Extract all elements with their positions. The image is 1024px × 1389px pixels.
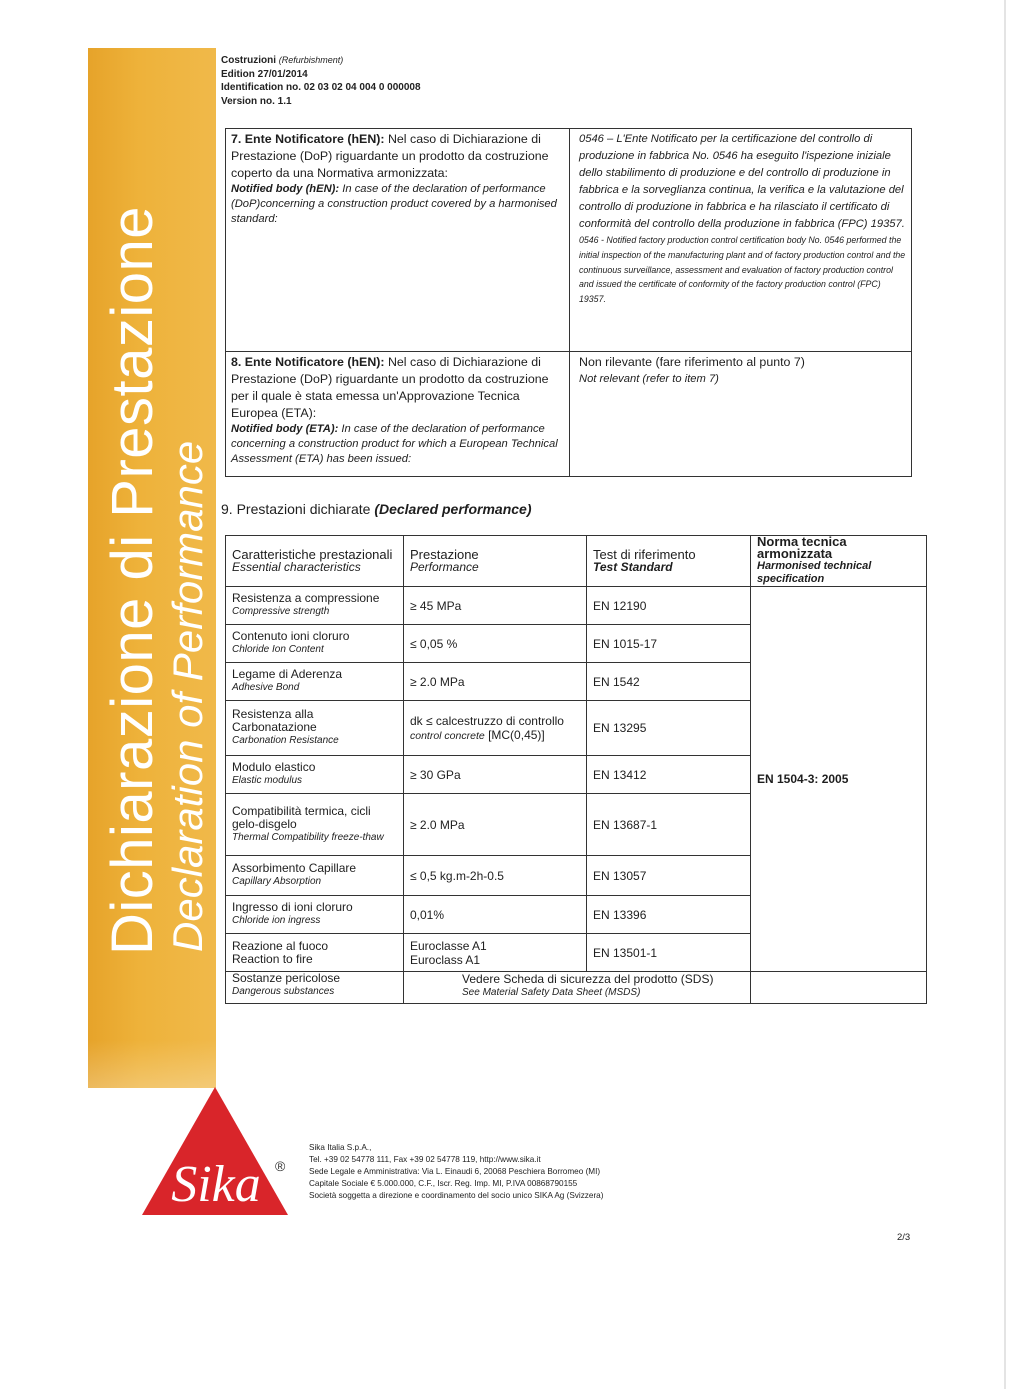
row-label-en: Thermal Compatibility freeze-thaw bbox=[232, 831, 384, 843]
item-8-text-it: Nel caso di Dichiarazione di Prestazione (DoP) riguardante un prodotto da costruzione per il quale è stata emessa un'Approvazione Tecnica Europea (ETA): bbox=[231, 355, 549, 420]
row-standard: EN 13396 bbox=[587, 896, 751, 934]
sidebar-title-it: Dichiarazione di Prestazione bbox=[100, 205, 165, 955]
item-7-question bbox=[226, 129, 570, 351]
section-9-title bbox=[221, 500, 531, 518]
row-label bbox=[226, 896, 404, 934]
item-7-title: 7. Ente Notificatore (hEN): bbox=[231, 132, 385, 146]
row-label-it: Sostanze pericolose bbox=[232, 971, 341, 985]
header-category bbox=[221, 54, 421, 68]
header-performance bbox=[404, 536, 587, 587]
row-value: 0,01% bbox=[404, 896, 587, 934]
footer-contacts: Tel. +39 02 54778 111, Fax +39 02 54778 119, http://www.sika.it bbox=[309, 1155, 541, 1164]
item-8-answer-en: Not relevant (refer to item 7) bbox=[579, 373, 719, 385]
item-8-title: 8. Ente Notificatore (hEN): bbox=[231, 355, 385, 369]
row-label-en: Capillary Absorption bbox=[232, 876, 322, 887]
notified-body-table bbox=[225, 128, 912, 477]
page-number: 2/3 bbox=[897, 1232, 911, 1243]
row-label bbox=[226, 934, 404, 972]
sika-logo bbox=[140, 1085, 290, 1217]
section-9-title-en: (Declared performance) bbox=[374, 501, 532, 517]
item-8-text-en-block bbox=[231, 422, 565, 467]
row-label-it: Resistenza a compressione bbox=[232, 591, 380, 605]
row-value-line-2 bbox=[410, 728, 580, 742]
row-value: ≤ 0,05 % bbox=[404, 625, 587, 663]
logo-wordmark: Sika bbox=[171, 1156, 261, 1213]
header-identification: Identification no. 02 03 02 04 004 0 000008 bbox=[221, 82, 421, 93]
item-7-text-it: Nel caso di Dichiarazione di Prestazione (DoP) riguardante un prodotto da costruzione coperto da una Normativa armonizzata: bbox=[231, 132, 549, 180]
header-performance-en: Performance bbox=[410, 560, 479, 574]
harmonised-norm-cell bbox=[751, 587, 927, 972]
row-label bbox=[226, 663, 404, 701]
row-label bbox=[226, 756, 404, 794]
registered-mark: ® bbox=[275, 1158, 286, 1174]
table-header-row bbox=[226, 536, 927, 587]
header-harmonised-spec-it: Norma tecnica armonizzata bbox=[757, 534, 847, 561]
footer-address: Sede Legale e Amministrativa: Via L. Einaudi 6, 20068 Peschiera Borromeo (MI) bbox=[309, 1167, 601, 1176]
sidebar-band-fade bbox=[88, 1040, 216, 1088]
row-label-it: Compatibilità termica, cicli gelo-disgelo bbox=[232, 803, 371, 831]
row-label bbox=[226, 587, 404, 625]
item-8-title-en: Notified body (ETA): bbox=[231, 423, 339, 435]
row-label-en: Adhesive Bond bbox=[232, 682, 300, 693]
header-harmonised-spec bbox=[751, 536, 927, 587]
row-label-it: Reazione al fuoco bbox=[232, 938, 329, 953]
row-label-it: Ingresso di ioni cloruro bbox=[232, 900, 353, 914]
row-standard: EN 13295 bbox=[587, 701, 751, 756]
footer-ownership: Società soggetta a direzione e coordinamento del socio unico SIKA Ag (Svizzera) bbox=[309, 1191, 604, 1200]
performance-table bbox=[225, 535, 927, 1004]
item-7-row bbox=[226, 129, 911, 351]
row-value: ≥ 2.0 MPa bbox=[404, 794, 587, 856]
row-label-en: Chloride ion ingress bbox=[232, 915, 321, 926]
row-value: ≥ 45 MPa bbox=[404, 587, 587, 625]
sds-text bbox=[410, 972, 744, 999]
header-performance-it: Prestazione bbox=[410, 547, 479, 562]
item-7-title-en: Notified body (hEN): bbox=[231, 183, 340, 195]
header-characteristics-it: Caratteristiche prestazionali bbox=[232, 547, 393, 562]
item-8-text-en: In case of the declaration of performance concerning a construction product for which a European Technical Assessment (ETA) has been issued: bbox=[231, 423, 558, 465]
row-label-it: Assorbimento Capillare bbox=[232, 861, 357, 875]
row-label-en: Carbonation Resistance bbox=[232, 735, 339, 746]
item-8-question bbox=[226, 352, 570, 476]
norm-cell-continued bbox=[751, 972, 927, 1004]
sidebar-title bbox=[100, 75, 210, 955]
company-footer bbox=[309, 1142, 603, 1202]
item-8-row bbox=[226, 351, 911, 476]
row-label-en: Dangerous substances bbox=[232, 986, 335, 997]
row-standard: EN 13687-1 bbox=[587, 794, 751, 856]
row-value bbox=[404, 701, 587, 756]
item-8-answer-it: Non rilevante (fare riferimento al punto 7) bbox=[579, 355, 805, 369]
row-label-en: Elastic modulus bbox=[232, 775, 303, 786]
sds-text-en: See Material Safety Data Sheet (MSDS) bbox=[462, 987, 641, 998]
row-standard: EN 13057 bbox=[587, 856, 751, 896]
item-7-text bbox=[231, 131, 565, 182]
row-label bbox=[226, 625, 404, 663]
row-standard: EN 13412 bbox=[587, 756, 751, 794]
header-category-it: Costruzioni bbox=[221, 55, 276, 66]
row-label bbox=[226, 972, 404, 1004]
harmonised-norm: EN 1504-3: 2005 bbox=[757, 772, 849, 786]
header-characteristics bbox=[226, 536, 404, 587]
item-7-answer-it: 0546 – L'Ente Notificato per la certificazione del controllo di produzione in fabbrica No. 0546 ha eseguito l'ispezione iniziale dello stabilimento di produzione e del controllo di produzione in fabbrica e la sorveglianza continua, la verifica e la valutazione del controllo di produzione in fabbrica e ha rilasciato il certificato di conformità del controllo della produzione in fabbrica (FPC) 19357. bbox=[579, 133, 905, 230]
footer-company: Sika Italia S.p.A., bbox=[309, 1143, 372, 1152]
row-value-line-2-en: control concrete bbox=[410, 730, 485, 742]
sidebar-title-en: Declaration of Performance bbox=[164, 440, 211, 952]
row-label bbox=[226, 794, 404, 856]
row-label bbox=[226, 856, 404, 896]
row-label-it: Legame di Aderenza bbox=[232, 667, 343, 681]
row-value-line-2-code: [MC(0,45)] bbox=[488, 728, 545, 742]
row-label-it: Resistenza alla Carbonatazione bbox=[232, 707, 317, 734]
item-7-answer-en: 0546 - Notified factory production control certification body No. 0546 performed the initial inspection of the manufacturing plant and of factory production control and the continuous surveillance, assessment and evaluation of factory production control and issued the certificate of conformity of the factory production control (FPC) 19357. bbox=[579, 235, 906, 305]
item-7-text-en-block bbox=[231, 182, 565, 227]
row-standard: EN 12190 bbox=[587, 587, 751, 625]
item-7-answer bbox=[570, 129, 911, 351]
header-test-standard bbox=[587, 536, 751, 587]
header-version: Version no. 1.1 bbox=[221, 95, 292, 107]
row-label-it: Modulo elastico bbox=[232, 760, 316, 774]
row-standard: EN 1015-17 bbox=[587, 625, 751, 663]
table-row bbox=[226, 587, 927, 625]
header-category-en: (Refurbishment) bbox=[278, 55, 344, 65]
row-value bbox=[404, 934, 587, 972]
item-8-answer bbox=[570, 352, 911, 476]
row-label-it: Contenuto ioni cloruro bbox=[232, 629, 350, 643]
table-row-dangerous-substances bbox=[226, 972, 927, 1004]
sds-text-it: Vedere Scheda di sicurezza del prodotto (SDS) bbox=[462, 972, 714, 986]
row-standard: EN 1542 bbox=[587, 663, 751, 701]
row-label-en: Chloride Ion Content bbox=[232, 644, 324, 655]
row-standard: EN 13501-1 bbox=[587, 934, 751, 972]
row-label-en: Reaction to fire bbox=[232, 951, 313, 966]
row-value-line-1: dk ≤ calcestruzzo di controllo bbox=[410, 714, 564, 728]
header-test-standard-it: Test di riferimento bbox=[593, 547, 696, 562]
item-8-text bbox=[231, 354, 565, 422]
document-header bbox=[221, 54, 421, 108]
header-edition: Edition 27/01/2014 bbox=[221, 68, 308, 80]
row-value-sds bbox=[404, 972, 751, 1004]
row-value-line-1: Euroclasse A1 bbox=[410, 938, 487, 953]
header-characteristics-en: Essential characteristics bbox=[232, 560, 361, 574]
row-label bbox=[226, 701, 404, 756]
footer-capital: Capitale Sociale € 5.000.000, C.F., Iscr. Reg. Imp. MI, P.IVA 00868790155 bbox=[309, 1179, 578, 1188]
row-value: ≥ 30 GPa bbox=[404, 756, 587, 794]
item-7-text-en: In case of the declaration of performance (DoP)concerning a construction product covered by a harmonised standard: bbox=[231, 183, 557, 225]
row-label-en: Compressive strength bbox=[232, 606, 330, 617]
header-test-standard-en: Test Standard bbox=[593, 560, 673, 574]
row-value-line-2: Euroclass A1 bbox=[410, 952, 481, 967]
section-9-title-it: 9. Prestazioni dichiarate bbox=[221, 501, 371, 517]
row-value: ≤ 0,5 kg.m-2h-0.5 bbox=[404, 856, 587, 896]
row-value: ≥ 2.0 MPa bbox=[404, 663, 587, 701]
header-harmonised-spec-en: Harmonised technical specification bbox=[757, 560, 872, 585]
